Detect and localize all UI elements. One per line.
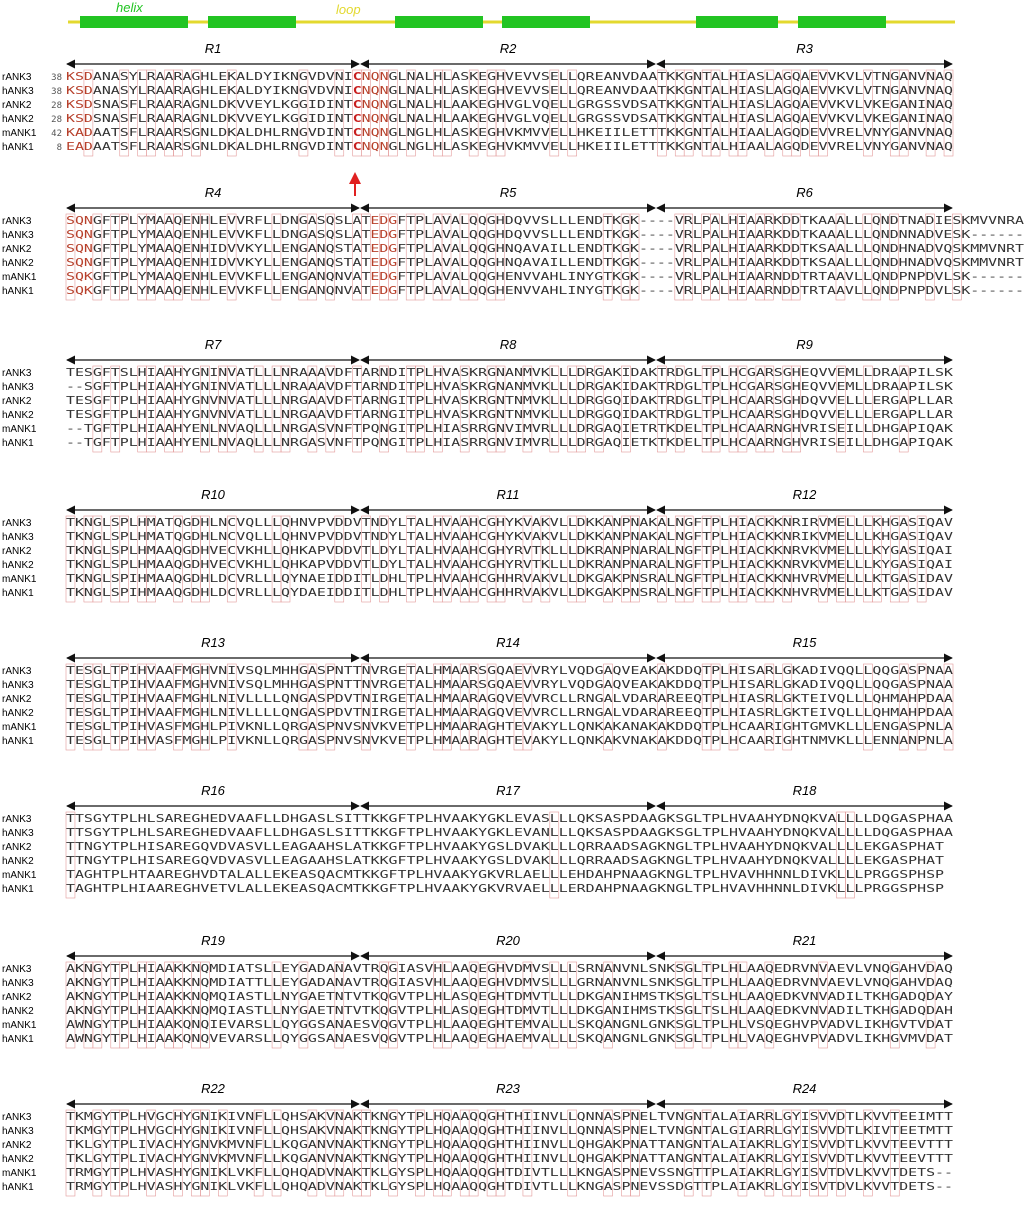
sequence-name: hANK2: [2, 1006, 34, 1017]
repeat-label: R15: [792, 635, 817, 650]
sequence-name: mANK1: [2, 1168, 37, 1179]
sequence-row: SQN GFTPLYMAAQENHIDVVKYLLENGANQSTAT EDG FTPLAVALQQGHNQAVAILLENDTKGK----VRLPALHIAARKDDTKSAALLLQNDHNADVQSKMMVNRT: [66, 244, 827, 255]
sequence-row: TESGLTPIHVASFMGHLPIVKNLLQRGASPNVSNVKVETPLHMAARAGHTEVAKYLLQNKAKANAKAKDDQTPLHCAARIGHTGMVKLLLENGASPNLA: [66, 722, 953, 733]
sequence-row: SQK GFTPLYMAAQENHLEVVKFLLENGANQNVAT EDG FTPLAVALQQGHENVVAHLINYGTKGK----VRLPALHIAARNDDTRTAAVLLQNDPNPDVLSK------: [66, 286, 827, 297]
loop-label: loop: [336, 2, 361, 17]
repeat-label: R21: [792, 933, 817, 948]
start-number: 38: [51, 87, 62, 97]
repeat-label: R18: [792, 783, 817, 798]
repeat-label: R19: [201, 933, 225, 948]
start-number: 38: [51, 73, 62, 83]
repeat-label: R1: [204, 41, 222, 56]
sequence-row: EAD AATSFLRAARSGNLDKALDHLRNGVDINT C NQN GLNGLHLASKEGHVKMVVELLHKEIILETTTKKGNTALHIAALAGQDEVVRELVNYGANVNAQ: [66, 142, 775, 153]
sequence-name: hANK2: [2, 114, 34, 125]
sequence-name: hANK3: [2, 86, 34, 97]
sequence-name: hANK3: [2, 1126, 34, 1137]
sequence-name: hANK3: [2, 532, 34, 543]
sequence-row: SQN GFTPLYMAAQENHIDVVKYLLENGANQSTAT EDG FTPLAVALQQGHNQAVAILLENDTKGK----VRLPALHIAARKDDTKSAALLLQNDHNADVQSKMMVNRT: [66, 258, 827, 269]
helix-bar: [798, 16, 886, 28]
helix-bar: [208, 16, 296, 28]
sequence-row: TRMGYTPLHVASHYGNIKLVKFLLQHQADVNAKTKLGYSPLHQAAQQGHTDIVTLLLKNGASPNEVSSNGTTPLAIAKRLGYISVTDVLKVVTDETS--: [66, 1168, 953, 1179]
start-number: 28: [51, 101, 62, 111]
sequence-name: rANK3: [2, 216, 32, 227]
sequence-row: TKNGLSPIHMAAQGDHLDCVRLLLQYNAEIDDITLDHLTPLHVAAHCGHHRVAKVLLDKGAKPNSRALNGFTPLHIACKKNHVRVMELLLKTGASIDAV: [66, 574, 953, 585]
sequence-row: TESGLTPIHVAAFMGHLNIVLLLLQNGASPDVTNIRGETALHMAARAGQVEVVRCLLRNGALVDARAREEQTPLHIASRLGKTEIVQLLLQHMAHPDAA: [66, 708, 953, 719]
repeat-label: R16: [201, 783, 225, 798]
sequence-name: hANK2: [2, 410, 34, 421]
sequence-row: TKNGLSPLHMAAQGDHVECVKHLLQHKAPVDDVTLDYLTALHVAAHCGHYRVTKLLLDKRANPNARALNGFTPLHIACKKNRVKVMELLLKYGASIQAI: [66, 560, 953, 571]
sequence-name: hANK1: [2, 438, 34, 449]
red-arrow-icon: [349, 172, 361, 196]
sequence-name: hANK1: [2, 286, 34, 297]
sequence-name: mANK1: [2, 722, 37, 733]
sequence-name: rANK3: [2, 72, 32, 83]
start-number: 8: [56, 143, 62, 153]
sequence-row: TKLGYTPLIVACHYGNVKMVNFLLKQGANVNAKTKNGYTPLHQAAQQGHTHIINVLLQHGAKPNATTANGNTALAIAKRLGYISVVDTLKVVTEEVTTT: [66, 1140, 953, 1151]
start-number: 42: [51, 129, 62, 139]
secondary-structure-track: [68, 0, 955, 28]
sequence-row: TESGFTPLHIAAHYGNVNVATLLLNRGAAVDFTARNGITPLHVASKRGNTNMVKLLLDRGGQIDAKTRDGLTPLHCAARSGHDQVVELLLERGAPLLAR: [66, 396, 955, 407]
repeat-label: R13: [201, 635, 225, 650]
repeat-label: R22: [201, 1081, 225, 1096]
sequence-name: mANK1: [2, 128, 37, 139]
sequence-row: KSD SNASFLRAARAGNLDKVVEYLKGGIDINT C NQN GLNALHLAAKEGHVGLVQELLGRGSSVDSATKKGNTALHIASLAGQAEVVKVLVKEGANINAQ: [66, 100, 775, 111]
sequence-name: hANK2: [2, 1154, 34, 1165]
repeat-label: R23: [496, 1081, 520, 1096]
sequence-name: hANK2: [2, 856, 34, 867]
sequence-row: TESGFTPLHIAAHYGNVNVATLLLNRGAAVDFTARNGITPLHVASKRGNTNMVKLLLDRGGQIDAKTRDGLTPLHCAARSGHDQVVELLLERGAPLLAR: [66, 410, 955, 421]
alignment-block: [2, 933, 953, 1048]
repeat-label: R5: [499, 185, 517, 200]
sequence-name: rANK3: [2, 1112, 32, 1123]
repeat-label: R4: [204, 185, 222, 200]
sequence-name: rANK2: [2, 100, 32, 111]
helix-bar: [80, 16, 188, 28]
repeat-label: R7: [204, 337, 222, 352]
repeat-label: R14: [496, 635, 520, 650]
sequence-name: hANK3: [2, 828, 34, 839]
sequence-name: rANK2: [2, 396, 32, 407]
sequence-row: KAD AATSFLRAARSGNLDKALDHLRNGVDINT C NQN GLNGLHLASKEGHVKMVVELLHKEIILETTTKKGNTALHIAALAGQDEVVRELVNYGANVNAQ: [66, 128, 775, 139]
sequence-name: rANK2: [2, 694, 32, 705]
sequence-row: KSD SNASFLRAARAGNLDKVVEYLKGGIDINT C NQN GLNALHLAAKEGHVGLVQELLGRGSSVDSATKKGNTALHIASLAGQAEVVKVLVKEGANINAQ: [66, 114, 775, 125]
alignment-blocks: [2, 41, 1024, 1196]
alignment-block: [2, 487, 953, 602]
sequence-name: hANK2: [2, 258, 34, 269]
alignment-block: [2, 337, 954, 452]
sequence-name: rANK2: [2, 1140, 32, 1151]
sequence-row: AKNGYTPLHIAAKKNQMDIATSLLEYGADANAVTRQGIASVHLAAQEGHVDMVSLLLSRNANVNLSNKSGLTPLHLAAQEDRVNVAEVLVNQGAHVDAQ: [66, 964, 953, 975]
repeat-label: R3: [796, 41, 813, 56]
sequence-row: TAGHTPLHTAAREGHVDTALALLEKEASQACMTKKGFTPLHVAAKYGKVRLAELLLEHDAHPNAAGKNGLTPLHVAVHHNNLDIVKLLLPRGGSPHSP: [66, 870, 944, 881]
sequence-row: --SGFTPLHIAAHYGNINVATLLLNRAAAVDFTARNDITPLHVASKRGNANMVKLLLDRGAKIDAKTRDGLTPLHCGARSGHEQVVEMLLDRAAPILSK: [66, 382, 955, 393]
repeat-label: R2: [499, 41, 517, 56]
sequence-name: hANK1: [2, 884, 34, 895]
sequence-row: AKNGYTPLHIAAKKNQMDIATTLLEYGADANAVTRQGIASVHLAAQEGHVDMVSLLLGRNANVNLSNKSGLTPLHLAAQEDRVNVAEVLVNQGAHVDAQ: [66, 978, 953, 989]
sequence-row: TESGLTPIHVASFMGHLPIVKNLLQRGASPNVSNVKVETPLHMAARAGHTEVAKYLLQNKAKVNAKAKDDQTPLHCAARIGHTNMVKLLLENNANPNLA: [66, 736, 953, 747]
sequence-row: TKLGYTPLIVACHYGNVKMVNFLLKQGANVNAKTKNGYTPLHQAAQQGHTHIINVLLQHGAKPNATTANGNTALAIAKRLGYISVVDTLKVVTEEVTTT: [66, 1154, 953, 1165]
alignment-block: [2, 1081, 953, 1196]
sequence-name: mANK1: [2, 424, 37, 435]
sequence-name: mANK1: [2, 1020, 37, 1031]
sequence-row: AWNGYTPLHIAAKQNQIEVARSLLQYGGSANAESVQGVTPLHLAAQEGHTEMVALLLSKQANGNLGNKSGLTPLHLVSQEGHVPVADVLIKHGVTVDAT: [66, 1020, 953, 1031]
sequence-name: rANK3: [2, 814, 32, 825]
repeat-label: R6: [796, 185, 813, 200]
sequence-row: KSD ANASYLRAARAGHLEKALDYIKNGVDVNI C NQN GLNALHLASKEGHVEVVSELLQREANVDAATKKGNTALHIASLAGQAEVVKVLVTNGANVNAQ: [66, 72, 775, 83]
sequence-row: TESGLTPIHVAAFMGHLNIVLLLLQNGASPDVTNIRGETALHMAARAGQVEVVRCLLRNGALVDARAREEQTPLHIASRLGKTEIVQLLLQHMAHPDAA: [66, 694, 953, 705]
sequence-row: KSD ANASYLRAARAGHLEKALDYIKNGVDVNI C NQN GLNALHLASKEGHVEVVSELLQREANVDAATKKGNTALHIASLAGQAEVVKVLVTNGANVNAQ: [66, 86, 775, 97]
sequence-row: AWNGYTPLHIAAKQNQVEVARSLLQYGGSANAESVQGVTPLHLAAQEGHAEMVALLLSKQANGNLGNKSGLTPLHLVAQEGHVPVADVLIKHGVMVDAT: [66, 1034, 953, 1045]
sequence-row: AKNGYTPLHIAAKKNQMQIASTLLNYGAETNTVTKQGVTPLHLASQEGHTDMVTLLLDKGANIHMSTKSGLTSLHLAAQEDKVNVADILTKHGADQDAH: [66, 1006, 953, 1017]
helix-bar: [395, 16, 483, 28]
sequence-row: SQN GFTPLYMAAQENHLEVVKFLLDNGASQSLAT EDG FTPLAVALQQGHDQVVSLLLENDTKGK----VRLPALHIAARKDDTKAAALLLQNDNNADVESK------: [66, 230, 827, 241]
sequence-name: rANK2: [2, 546, 32, 557]
sequence-row: TAGHTPLHIAAREGHVETVLALLEKEASQACMTKKGFTPLHVAAKYGKVRVAELLLERDAHPNAAGKNGLTPLHVAVHHNNLDIVKLLLPRGGSPHSP: [66, 884, 944, 895]
sequence-row: --TGFTPLHIAAHYENLNVAQLLLNRGASVNFTPQNGITPLHIASRRGNVIMVRLLLDRGAQIETKTKDELTPLHCAARNGHVRISEILLDHGAPIQAK: [66, 438, 955, 449]
sequence-row: TKNGLSPLHMATQGDHLNCVQLLLQHNVPVDDVTNDYLTALHVAAHCGHYKVAKVLLDKKANPNAKALNGFTPLHIACKKNRIRVMELLLKHGASIQAV: [66, 518, 953, 529]
repeat-label: R11: [496, 487, 520, 502]
sequence-row: --TGFTPLHIAAHYENLNVAQLLLNRGASVNFTPQNGITPLHIASRRGNVIMVRLLLDRGAQIETRTKDELTPLHCAARNGHVRISEILLDHGAPIQAK: [66, 424, 955, 435]
repeat-label: R17: [496, 783, 520, 798]
sequence-name: rANK2: [2, 244, 32, 255]
sequence-row: AKNGYTPLHIAAKKNQMQIASTLLNYGAETNTVTKQGVTPLHLASQEGHTDMVTLLLDKGANIHMSTKSGLTSLHLAAQEDKVNVADILTKHGADQDAY: [66, 992, 953, 1003]
repeat-label: R10: [201, 487, 225, 502]
sequence-name: rANK3: [2, 368, 32, 379]
sequence-name: hANK1: [2, 736, 34, 747]
sequence-name: mANK1: [2, 574, 37, 585]
sequence-row: TTNGYTPLHISAREGQVDVASVLLEAGAAHSLATKKGFTPLHVAAKYGSLDVAKLLLQRRAADSAGKNGLTPLHVAAHYDNQKVALLLLEKGASPHAT: [66, 842, 944, 853]
sequence-row: TKNGLSPIHMAAQGDHLDCVRLLLQYDAEIDDITLDHLTPLHVAAHCGHHRVAKVLLDKGAKPNSRALNGFTPLHIACKKNHVRVMELLLKTGASIDAV: [66, 588, 953, 599]
sequence-name: hANK3: [2, 230, 34, 241]
sequence-name: hANK2: [2, 560, 34, 571]
sequence-name: hANK2: [2, 708, 34, 719]
sequence-row: TKMGYTPLHVGCHYGNIKIVNFLLQHSAKVNAKTKNGYTPLHQAAQQGHTHIINVLLQNNASPNELTVNGNTALGIARRLGYISVVDTLKIVTEETMTT: [66, 1126, 953, 1137]
sequence-name: hANK1: [2, 1182, 34, 1193]
sequence-name: rANK2: [2, 992, 32, 1003]
sequence-name: hANK3: [2, 978, 34, 989]
helix-label: helix: [116, 0, 143, 15]
sequence-name: mANK1: [2, 870, 37, 881]
repeat-label: R9: [796, 337, 813, 352]
sequence-name: hANK1: [2, 142, 34, 153]
sequence-row: TESGLTPIHVAAFMGHVNIVSQLMHHGASPNTTNVRGETALHMAARSGQAEVVRYLVQDGAQVEAKAKDDQTPLHISARLGKADIVQQLLQQGASPNAA: [66, 666, 953, 677]
alignment-block: [2, 783, 953, 898]
repeat-label: R12: [792, 487, 817, 502]
sequence-name: mANK1: [2, 272, 37, 283]
sequence-row: SQK GFTPLYMAAQENHLEVVKFLLENGANQNVAT EDG FTPLAVALQQGHENVVAHLINYGTKGK----VRLPALHIAARNDDTRTAAVLLQNDPNPDVLSK------: [66, 272, 827, 283]
helix-bar: [502, 16, 590, 28]
alignment-block: [2, 185, 1024, 300]
sequence-name: rANK3: [2, 964, 32, 975]
start-number: 28: [51, 115, 62, 125]
sequence-row: TESGFTSLHIAAHYGNINVATLLLNRAAAVDFTARNDITPLHVASKRGNANMVKLLLDRGAKIDAKTRDGLTPLHCGARSGHEQVVEMLLDRAAPILSK: [66, 368, 955, 379]
sequence-row: TRMGYTPLHVASHYGNIKLVKFLLQHQADVNAKTKLGYSPLHQAAQQGHTDIVTLLLKNGASPNEVSSDGTTPLAIAKRLGYISVTDVLKVVTDETS--: [66, 1182, 953, 1193]
sequence-name: hANK1: [2, 588, 34, 599]
sequence-row: TTSGYTPLHLSAREGHEDVAAFLLDHGASLSITTKKGFTPLHVAAKYGKLEVANLLLQKSASPDAAGKSGLTPLHVAAHYDNQKVALLLLDQGASPHAA: [66, 828, 953, 839]
repeat-label: R8: [499, 337, 517, 352]
sequence-name: rANK3: [2, 666, 32, 677]
sequence-name: hANK1: [2, 1034, 34, 1045]
sequence-row: TKNGLSPLHMATQGDHLNCVQLLLQHNVPVDDVTNDYLTALHVAAHCGHYKVAKVLLDKKANPNAKALNGFTPLHIACKKNRIKVMELLLKHGASIQAV: [66, 532, 953, 543]
sequence-row: TKMGYTPLHVGCHYGNIKIVNFLLQHSAKVNAKTKNGYTPLHQAAQQGHTHIINVLLQNNASPNELTVNGNTALAIARRLGYISVVDTLKVVTEEIMTT: [66, 1112, 953, 1123]
alignment-block: [2, 41, 953, 156]
helix-bar: [696, 16, 778, 28]
sequence-row: TKNGLSPLHMAAQGDHVECVKHLLQHKAPVDDVTLDYLTALHVAAHCGHYRVTKLLLDKRANPNARALNGFTPLHIACKKNRVKVMELLLKYGASIQAI: [66, 546, 953, 557]
sequence-row: SQN GFTPLYMAAQENHLEVVRFLLDNGASQSLAT EDG FTPLAVALQQGHDQVVSLLLENDTKGK----VRLPALHIAARKDDTKAAALLLQNDTNADIESKMVVNRA: [66, 216, 827, 227]
sequence-row: TESGLTPIHVAAFMGHVNIVSQLMHHGASPNTTNVRGETALHMAARSGQAEVVRYLVQDGAQVEAKAKDDQTPLHISARLGKADIVQQLLQQGASPNAA: [66, 680, 953, 691]
sequence-name: rANK2: [2, 842, 32, 853]
sequence-name: hANK3: [2, 680, 34, 691]
sequence-name: rANK3: [2, 518, 32, 529]
alignment-block: [2, 635, 953, 750]
repeat-label: R24: [792, 1081, 817, 1096]
repeat-label: R20: [496, 933, 520, 948]
sequence-row: TTNGYTPLHISAREGQVDVASVLLEAGAAHSLATKKGFTPLHVAAKYGSLDVAKLLLQRRAADSAGKNGLTPLHVAAHYDNQKVALLLLEKGASPHAT: [66, 856, 944, 867]
sequence-name: hANK3: [2, 382, 34, 393]
sequence-row: TTSGYTPLHLSAREGHEDVAAFLLDHGASLSITTKKGFTPLHVAAKYGKLEVASLLLQKSASPDAAGKSGLTPLHVAAHYDNQKVALLLLDQGASPHAA: [66, 814, 953, 825]
